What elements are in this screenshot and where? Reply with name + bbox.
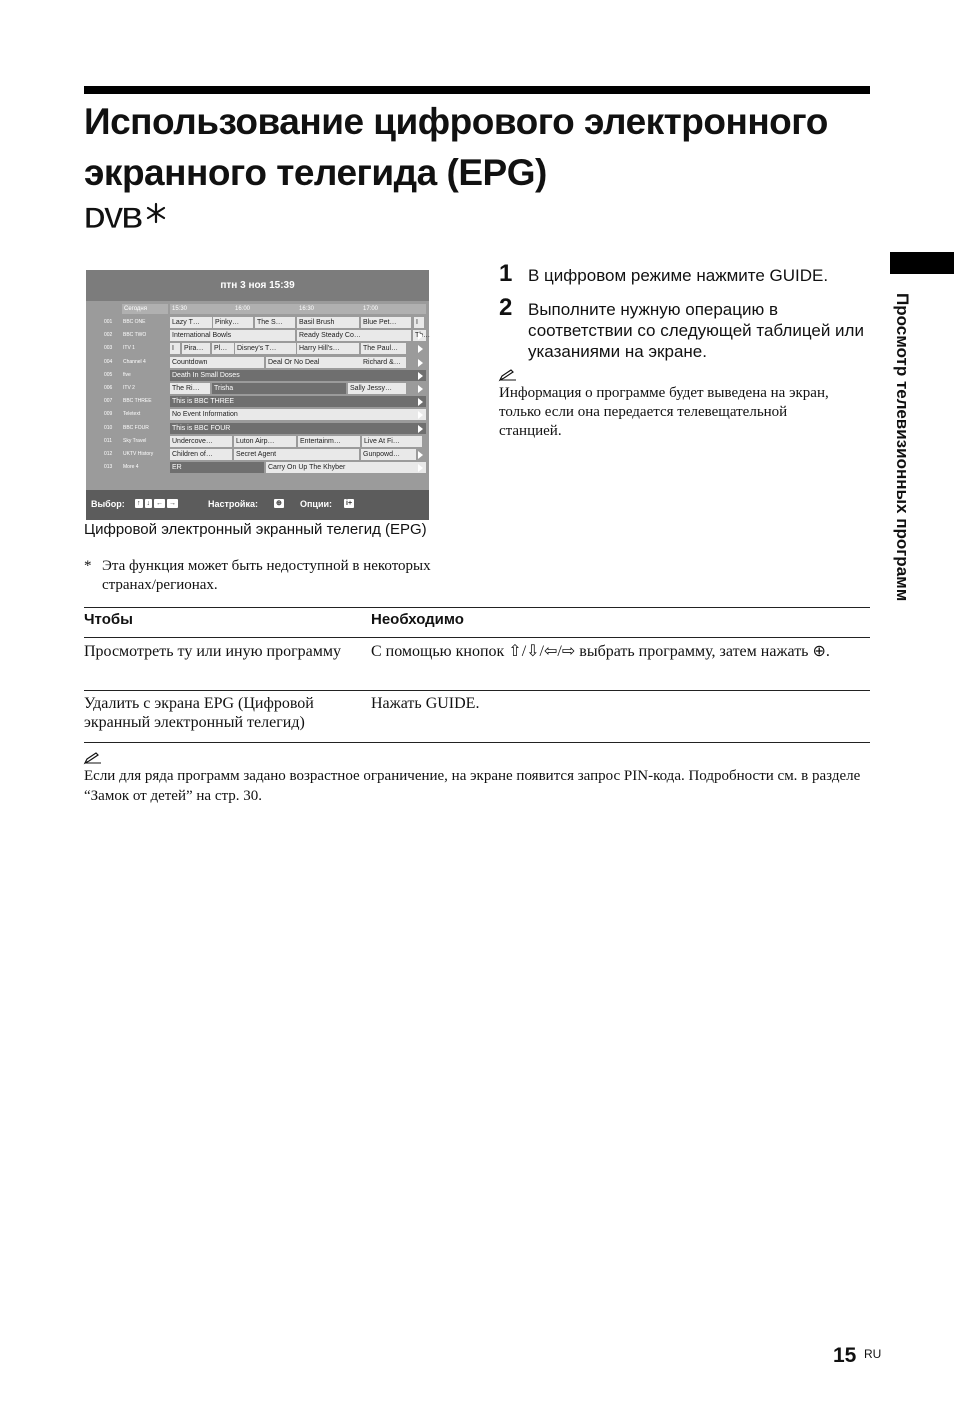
- left-arrow-icon: ←: [156, 500, 163, 508]
- epg-program-cell: No Event Information: [170, 409, 426, 420]
- epg-program-cell: I: [170, 343, 180, 354]
- epg-channel-name: Channel 4: [123, 358, 146, 365]
- epg-time-slot: 16:30: [299, 306, 315, 312]
- table-rule: [84, 690, 870, 691]
- epg-channel-number: 012: [104, 451, 113, 457]
- side-tab-label: Просмотр телевизионных программ: [893, 293, 912, 602]
- epg-program-cell: Live At Fi…: [362, 436, 422, 447]
- epg-program-cell: Countdown: [170, 357, 264, 368]
- epg-channel-number: 010: [104, 424, 113, 431]
- epg-program-cell: ER: [170, 462, 264, 473]
- epg-program-cell: I: [414, 317, 424, 328]
- epg-channel-name: BBC FOUR: [123, 424, 149, 431]
- epg-program-cell: Gunpowd…: [361, 449, 416, 460]
- epg-channel-row: [86, 435, 429, 448]
- epg-program-cell: Death In Small Doses: [170, 370, 426, 381]
- epg-channel-row: [86, 382, 429, 395]
- page-language: RU: [864, 1347, 882, 1361]
- table-cell: Просмотреть ту или иную программу: [84, 643, 341, 660]
- epg-screenshot: [86, 270, 429, 520]
- table-header-goal: Чтобы: [84, 611, 133, 628]
- epg-right-arrow-icon: [418, 385, 423, 393]
- epg-channel-number: 003: [104, 345, 113, 352]
- dvb-logo-text: DVB: [84, 202, 142, 235]
- step-number: 2: [499, 294, 513, 321]
- epg-program-cell: Children of…: [170, 449, 232, 460]
- epg-right-arrow-icon: [418, 372, 423, 380]
- epg-program-cell: The Paul…: [361, 343, 406, 354]
- figure-caption: Цифровой электронный экранный телегид (EPG): [84, 521, 427, 538]
- step-text: Выполните нужную операцию в соответствии со следующей таблицей или указаниями на экране.: [528, 300, 864, 361]
- epg-footer: [86, 490, 429, 520]
- epg-channel-number: 009: [104, 411, 113, 418]
- epg-channel-name: ITV 2: [123, 385, 135, 391]
- epg-grid: [86, 301, 429, 490]
- top-rule: [84, 86, 870, 94]
- epg-program-cell: Carry On Up The Khyber: [266, 462, 426, 473]
- epg-program-cell: Luton Airp…: [234, 436, 296, 447]
- epg-channel-name: BBC THREE: [123, 398, 152, 405]
- epg-program-cell: This is BBC THREE: [170, 396, 426, 407]
- epg-right-arrow-icon: [418, 332, 423, 340]
- epg-today-label: Сегодня: [124, 306, 147, 312]
- asterisk-icon: [148, 204, 164, 222]
- epg-setup-label: Настройка:: [208, 499, 258, 509]
- epg-program-cell: Th…: [415, 332, 431, 340]
- epg-program-cell: Disney's T…: [235, 343, 296, 354]
- epg-time-slot: 17:00: [363, 306, 379, 312]
- epg-right-arrow-icon: [418, 464, 423, 472]
- note-text: Если для ряда программ задано возрастное ограничение, на экране появится запрос PIN-кода. Подробности см. в разделе “Замок от детей” на стр. 30.: [84, 768, 861, 804]
- epg-program-cell: Undercove…: [170, 436, 232, 447]
- info-button-icon: i+: [346, 500, 353, 508]
- epg-program-cell: Secret Agent: [234, 449, 359, 460]
- epg-program-cell: Pinky…: [213, 317, 253, 328]
- epg-channel-name: BBC TWO: [123, 332, 147, 339]
- epg-program-cell: Sally Jessy…: [348, 383, 406, 394]
- epg-channel-name: More 4: [123, 464, 139, 471]
- epg-options-label: Опции:: [300, 499, 333, 509]
- epg-channel-name: BBC ONE: [123, 319, 146, 325]
- epg-right-arrow-icon: [418, 345, 423, 353]
- step-number: 1: [499, 260, 513, 287]
- epg-channel-row: [86, 448, 429, 461]
- epg-channel-number: 005: [104, 371, 113, 378]
- note-pencil-icon: [499, 369, 517, 381]
- epg-program-cell: International Bowls: [170, 330, 295, 341]
- down-arrow-icon: ↓: [146, 500, 150, 508]
- table-cell: С помощью кнопок ⇧/⇩/⇦/⇨ выбрать программу, затем нажать ⊕.: [371, 643, 830, 660]
- epg-select-label: Выбор:: [91, 499, 125, 509]
- right-arrow-icon: →: [169, 500, 176, 508]
- epg-right-arrow-icon: [418, 411, 423, 419]
- epg-channel-number: 004: [104, 358, 113, 365]
- epg-time-slot: 16:00: [235, 306, 251, 312]
- epg-channel-row: [86, 356, 429, 369]
- epg-header: птн 3 ноя 15:39: [86, 270, 429, 301]
- step-text: В цифровом режиме нажмите GUIDE.: [528, 266, 829, 285]
- epg-channel-number: 011: [104, 437, 112, 444]
- epg-channel-row: [86, 408, 429, 421]
- epg-channel-name: UKTV History: [123, 451, 154, 457]
- epg-channel-name: ITV 1: [123, 345, 135, 352]
- epg-program-cell: Pl…: [212, 343, 234, 354]
- epg-channel-number: 013: [104, 464, 113, 471]
- epg-program-cell: Lazy T…: [170, 317, 212, 328]
- epg-time-slot: 15:30: [172, 306, 188, 312]
- epg-channel-name: Sky Travel: [123, 437, 147, 444]
- epg-channel-row: [86, 461, 429, 474]
- epg-program-cell: Basil Brush: [297, 317, 359, 328]
- epg-channel-row: [86, 316, 429, 329]
- epg-program-cell: Richard &…: [361, 357, 406, 368]
- page-title: Использование цифрового электронного экранного телегида (EPG): [84, 101, 828, 193]
- epg-channel-row: [86, 342, 429, 355]
- epg-program-cell: The Ri…: [170, 383, 210, 394]
- epg-channel-name: Teletext: [123, 411, 141, 418]
- epg-channel-row: [86, 395, 429, 408]
- epg-right-arrow-icon: [418, 425, 423, 433]
- epg-channel-number: 001: [104, 319, 113, 325]
- footnote-marker: *: [84, 558, 92, 574]
- epg-channel-name: five: [123, 371, 131, 378]
- epg-program-cell: This is BBC FOUR: [170, 423, 426, 434]
- epg-right-arrow-icon: [418, 359, 423, 367]
- table-cell: Удалить с экрана EPG (Цифровой экранный электронный телегид): [84, 695, 314, 731]
- epg-channel-number: 006: [104, 385, 113, 391]
- footnote: [84, 557, 484, 595]
- epg-program-cell: Deal Or No Deal: [266, 357, 361, 368]
- table-rule-bottom: [84, 742, 870, 743]
- epg-program-cell: Entertainm…: [298, 436, 360, 447]
- epg-program-cell: Harry Hill's…: [297, 343, 359, 354]
- epg-channel-number: 002: [104, 332, 113, 339]
- epg-channel-row: [86, 329, 429, 342]
- table-header-action: Необходимо: [371, 611, 464, 628]
- epg-channel-row: [86, 369, 429, 382]
- table-rule-top: [84, 607, 870, 608]
- epg-program-cell: Blue Pet…: [361, 317, 411, 328]
- side-tab-marker: [890, 252, 954, 274]
- epg-program-cell: Pira…: [182, 343, 210, 354]
- table-cell: Нажать GUIDE.: [371, 695, 480, 712]
- epg-right-arrow-icon: [418, 451, 423, 459]
- epg-channel-number: 007: [104, 398, 113, 405]
- note-text: Информация о программе будет выведена на экран, только если она передается телевещательной станцией.: [499, 385, 829, 439]
- footnote-text: Эта функция может быть недоступной в некоторых странах/регионах.: [102, 558, 431, 593]
- epg-program-cell: The S…: [255, 317, 295, 328]
- ok-button-icon: ⊕: [276, 500, 282, 508]
- up-arrow-icon: ↑: [137, 500, 141, 508]
- table-rule: [84, 637, 870, 638]
- dvb-logo: [84, 200, 174, 234]
- page-number: 15: [833, 1344, 857, 1367]
- note-pencil-icon: [84, 752, 102, 764]
- epg-right-arrow-icon: [418, 398, 423, 406]
- epg-program-cell: Ready Steady Co…: [297, 330, 411, 341]
- epg-program-cell: Trisha: [212, 383, 346, 394]
- epg-channel-row: [86, 422, 429, 435]
